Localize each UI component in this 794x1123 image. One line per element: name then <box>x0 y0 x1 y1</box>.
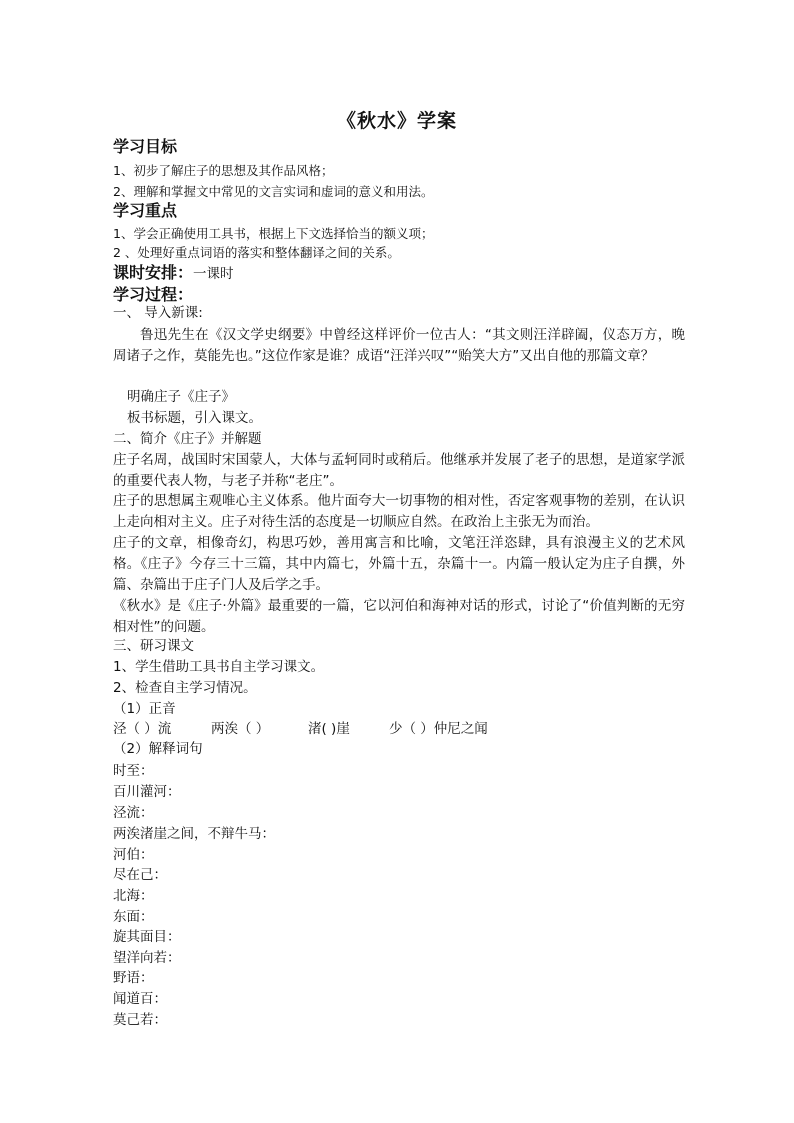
overview-paragraph-3: 庄子的文章，相像奇幻，构思巧妙，善用寓言和比喻，文笔汪洋恣肆，具有浪漫主义的艺术风格。《庄子》今存三十三篇，其中内篇七，外篇十五，杂篇十一。内篇一般认定为庄子自撰，外篇、杂篇出于庄子门人及后学之手。 <box>113 535 685 593</box>
vocab-item: 野语： <box>113 970 154 986</box>
vocab-item: 东面： <box>113 909 154 925</box>
vocab-title: （2）解释词句 <box>113 741 203 757</box>
keypoint-item-1: 1、学会正确使用工具书，根据上下文选择恰当的额义项； <box>113 226 434 241</box>
pronunciation-title: （1）正音 <box>113 701 176 717</box>
document-title: 《秋水》学案 <box>336 110 457 132</box>
keypoint-item-2: 2 、处理好重点词语的落实和整体翻译之间的关系。 <box>113 245 400 260</box>
vocab-item: 尽在己： <box>113 867 167 883</box>
vocab-item: 时至： <box>113 763 154 779</box>
vocab-item: 北海： <box>113 888 154 904</box>
pronunciation-item-1: 泾（ ）流 <box>113 721 172 737</box>
vocab-item: 河伯： <box>113 847 154 863</box>
process-heading: 学习过程： <box>113 285 194 304</box>
vocab-item: 望洋向若： <box>113 950 181 966</box>
intro-answer: 明确庄子《庄子》 <box>127 389 235 405</box>
overview-paragraph-1: 庄子名周，战国时宋国蒙人，大体与孟轲同时或稍后。他继承并发展了老子的思想，是道家学派的重要代表人物，与老子并称“老庄”。 <box>113 452 685 489</box>
intro-title: 一、 导入新课: <box>113 305 203 321</box>
intro-paragraph: 鲁迅先生在《汉文学史纲要》中曾经这样评价一位古人：“其文则汪洋辟阖，仪态万方，晚周诸子之作，莫能先也。”这位作家是谁？成语“汪洋兴叹”“贻笑大方”又出自他的那篇文章？ <box>113 327 685 364</box>
vocab-item: 闻道百： <box>113 991 167 1007</box>
vocab-item: 泾流： <box>113 805 154 821</box>
goal-item-2: 2、理解和掌握文中常见的文言实词和虚词的意义和用法。 <box>113 184 434 199</box>
pronunciation-item-2: 两涘（ ） <box>211 721 270 737</box>
schedule-heading: 课时安排： <box>113 263 194 282</box>
schedule-line <box>113 262 688 285</box>
study-title: 三、研习课文 <box>113 638 194 654</box>
overview-paragraph-2: 庄子的思想属主观唯心主义体系。他片面夸大一切事物的相对性，否定客观事物的差别，在认识上走向相对主义。庄子对待生活的态度是一切顺应自然。在政治上主张无为而治。 <box>113 493 685 530</box>
vocab-item: 旋其面目： <box>113 929 181 945</box>
vocab-item: 莫己若： <box>113 1012 167 1028</box>
keypoints-heading: 学习重点 <box>113 201 178 220</box>
study-step-1: 1、学生借助工具书自主学习课文。 <box>113 659 325 675</box>
goal-item-1: 1、初步了解庄子的思想及其作品风格； <box>113 163 334 178</box>
schedule-value: 一课时 <box>193 266 234 282</box>
pronunciation-item-4: 少（ ）仲尼之闻 <box>389 721 488 737</box>
pronunciation-item-3: 渚( )崖 <box>308 721 350 737</box>
overview-paragraph-4: 《秋水》是《庄子·外篇》最重要的一篇，它以河伯和海神对话的形式，讨论了“价值判断的无穷相对性”的问题。 <box>113 598 685 635</box>
vocab-item: 百川灌河： <box>113 784 181 800</box>
overview-title: 二、简介《庄子》并解题 <box>113 431 262 447</box>
intro-board: 板书标题，引入课文。 <box>127 410 262 426</box>
goals-heading: 学习目标 <box>113 137 178 156</box>
vocab-item: 两涘渚崖之间，不辩牛马： <box>113 826 275 842</box>
study-step-2: 2、检查自主学习情况。 <box>113 680 257 696</box>
